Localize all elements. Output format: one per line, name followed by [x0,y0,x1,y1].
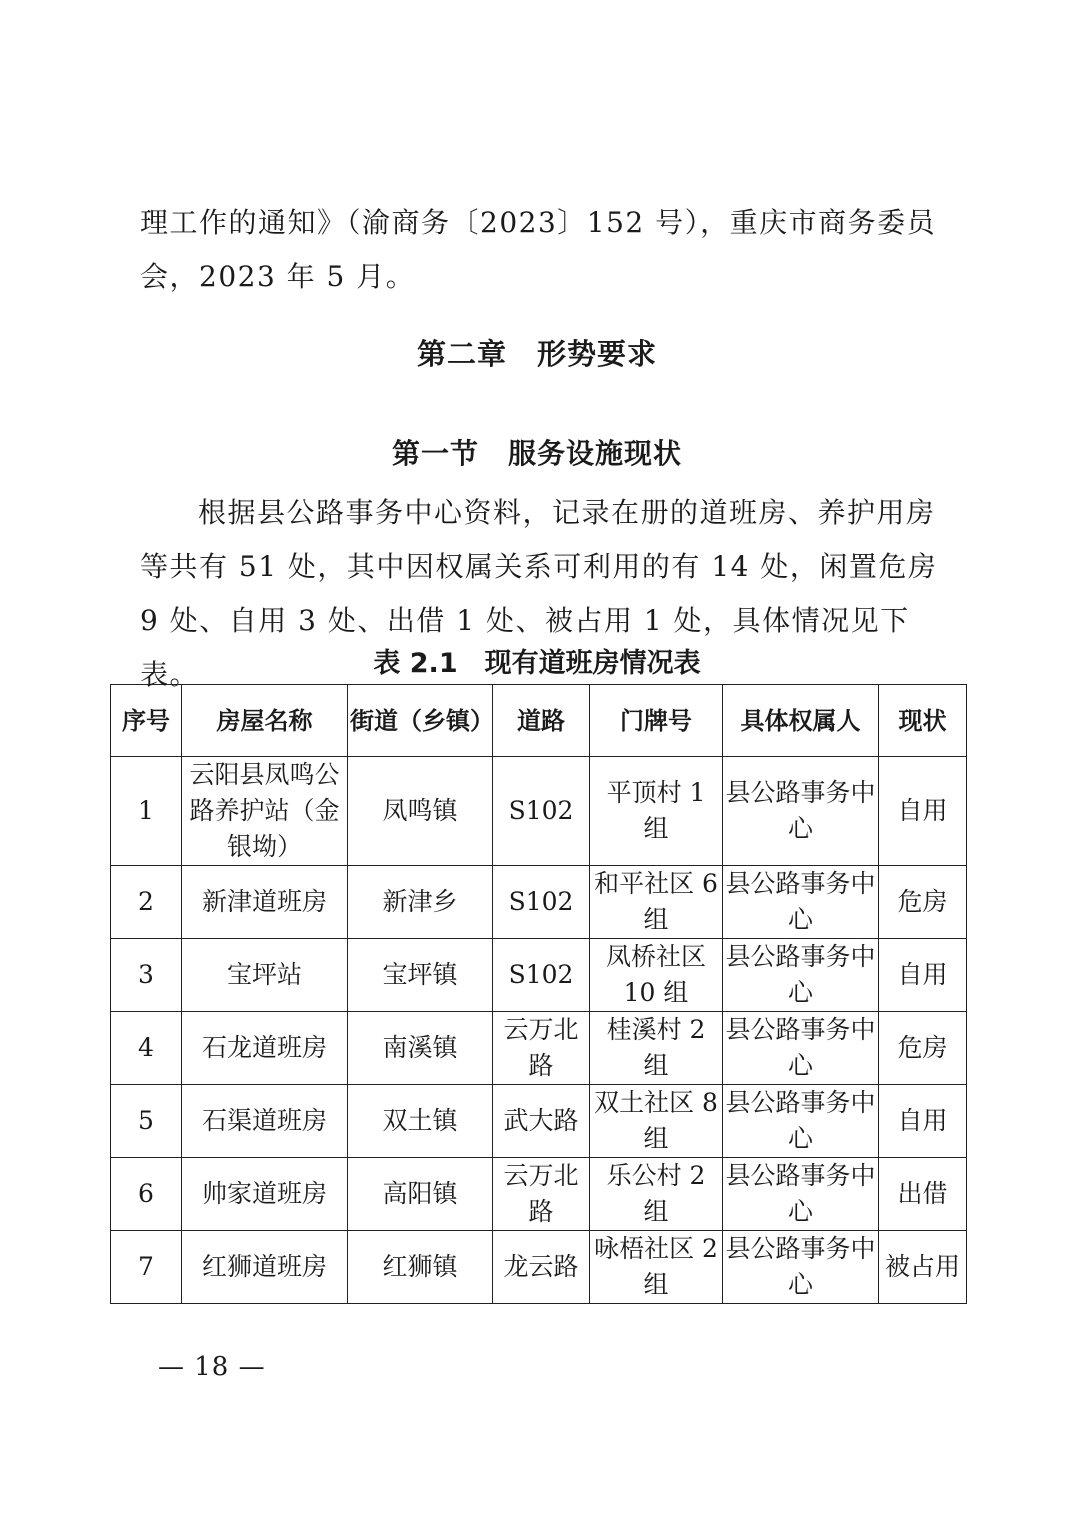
cell-building-name: 石龙道班房 [182,1012,348,1085]
cell-building-name: 宝坪站 [182,939,348,1012]
cell-index: 1 [111,757,182,866]
cell-address: 平顶村 1 组 [590,757,723,866]
cell-status: 自用 [879,939,967,1012]
header-road: 道路 [493,685,590,757]
cell-owner: 县公路事务中心 [723,1012,879,1085]
cell-status: 出借 [879,1158,967,1231]
header-address: 门牌号 [590,685,723,757]
cell-status: 自用 [879,757,967,866]
cell-index: 4 [111,1012,182,1085]
cell-building-name: 石渠道班房 [182,1085,348,1158]
cell-road: S102 [493,939,590,1012]
cell-index: 5 [111,1085,182,1158]
cell-status: 危房 [879,1012,967,1085]
cell-township: 新津乡 [348,866,493,939]
table-header-row [111,685,967,757]
cell-owner: 县公路事务中心 [723,757,879,866]
cell-township: 双土镇 [348,1085,493,1158]
cell-owner: 县公路事务中心 [723,1085,879,1158]
cell-road: 云万北路 [493,1158,590,1231]
cell-township: 南溪镇 [348,1012,493,1085]
cell-township: 凤鸣镇 [348,757,493,866]
cell-address: 凤桥社区 10 组 [590,939,723,1012]
cell-address: 咏梧社区 2 组 [590,1231,723,1304]
cell-road: S102 [493,757,590,866]
cell-owner: 县公路事务中心 [723,866,879,939]
cell-township: 高阳镇 [348,1158,493,1231]
cell-address: 和平社区 6 组 [590,866,723,939]
header-status: 现状 [879,685,967,757]
table-caption: 表 2.1 现有道班房情况表 [373,648,701,679]
cell-road: 云万北路 [493,1012,590,1085]
cell-building-name: 红狮道班房 [182,1231,348,1304]
cell-status: 危房 [879,866,967,939]
cell-road: S102 [493,866,590,939]
cell-road: 武大路 [493,1085,590,1158]
cell-township: 红狮镇 [348,1231,493,1304]
table-row [111,866,967,939]
cell-index: 2 [111,866,182,939]
cell-building-name: 新津道班房 [182,866,348,939]
body-paragraph-2: 根据县公路事务中心资料，记录在册的道班房、养护用房等共有 51 处，其中因权属关系可利用的有 14 处，闲置危房 9 处、自用 3 处、出借 1 处、被占用 1 处，具体情况见下表。 [140,496,938,691]
body-paragraph-1: 理工作的通知》（渝商务〔2023〕152 号），重庆市商务委员会，2023 年 5 月。 [140,206,937,293]
section-title: 第一节 服务设施现状 [391,437,682,470]
header-township: 街道（乡镇） [348,685,493,757]
cell-owner: 县公路事务中心 [723,1231,879,1304]
table-row [111,1231,967,1304]
table-row [111,939,967,1012]
cell-address: 双土社区 8 组 [590,1085,723,1158]
header-index: 序号 [111,685,182,757]
cell-owner: 县公路事务中心 [723,939,879,1012]
cell-address: 桂溪村 2 组 [590,1012,723,1085]
table-row [111,1085,967,1158]
header-owner: 具体权属人 [723,685,879,757]
cell-township: 宝坪镇 [348,939,493,1012]
cell-address: 乐公村 2 组 [590,1158,723,1231]
header-building-name: 房屋名称 [182,685,348,757]
cell-owner: 县公路事务中心 [723,1158,879,1231]
road-station-table [110,684,967,1304]
cell-index: 7 [111,1231,182,1304]
chapter-title: 第二章 形势要求 [416,337,657,371]
table-row [111,757,967,866]
cell-status: 自用 [879,1085,967,1158]
table-row [111,1012,967,1085]
table-row [111,1158,967,1231]
cell-building-name: 帅家道班房 [182,1158,348,1231]
cell-index: 6 [111,1158,182,1231]
cell-status: 被占用 [879,1231,967,1304]
page-number: — 18 — [158,1352,266,1382]
cell-building-name: 云阳县凤鸣公路养护站（金银坳） [182,757,348,866]
cell-road: 龙云路 [493,1231,590,1304]
cell-index: 3 [111,939,182,1012]
